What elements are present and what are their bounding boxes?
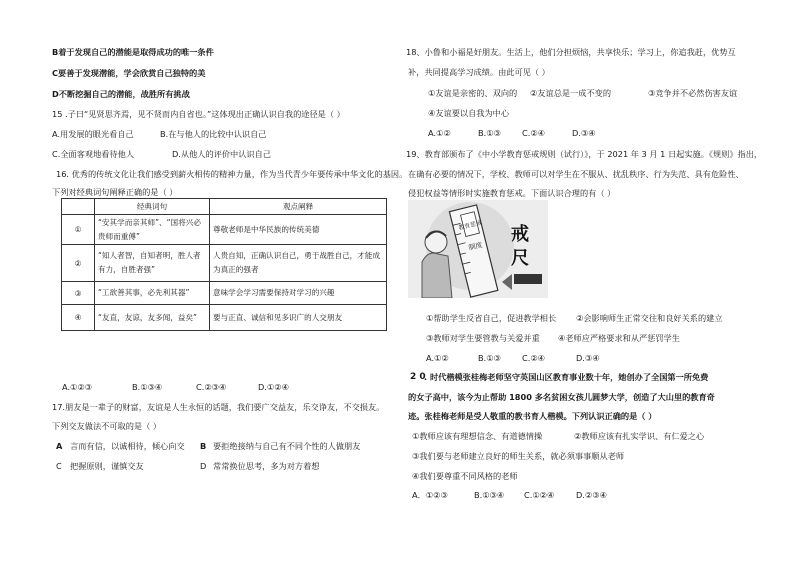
q18-option-a: A.①② <box>428 128 451 138</box>
ruler-cartoon-drawing <box>408 200 548 298</box>
table-row <box>62 245 387 282</box>
q17-option-b: 要拒绝接纳与自己有不同个性的人做朋友 <box>213 441 361 451</box>
q20-number: 2 0 <box>410 372 426 382</box>
q19-item-1: ①帮助学生反省自己，促进教学相长 <box>426 313 557 323</box>
q14-option-b: B着于发现自己的潜能是取得成功的唯一条件 <box>52 47 214 57</box>
q20-option-d: D.②③④ <box>576 490 607 500</box>
q19-stem-line1: 19、教育部颁布了《中小学教育惩戒规则（试行）》，于 2021 年 3 月 1 日起实施。《规则》指出， <box>406 149 763 159</box>
q20-stem-line1: . 时代楷模张桂梅老师坚守英国山区教育事业数十年，她创办了全国第一所免费 <box>424 372 709 382</box>
q18-item-3: ③竞争并不必然伤害友谊 <box>648 88 738 98</box>
q18-stem-line2: 补，共同提高学习成绩。由此可见（ ） <box>408 67 550 77</box>
table-row <box>62 305 387 331</box>
q15-option-a: A.用发展的眼光看自己 <box>52 129 134 139</box>
table-row-num: ① <box>62 215 95 245</box>
q19-stem-line3: 侵犯权益等情形时实施教育惩戒。下面认识合理的有（ ） <box>408 188 616 198</box>
q20-option-a: A．①②③ <box>412 490 448 500</box>
q18-item-2: ②友谊总是一成不变的 <box>530 88 612 98</box>
table-header-quote: 经典词句 <box>95 199 210 215</box>
q17-letter-c: C <box>56 461 62 471</box>
q18-option-d: D.③④ <box>572 128 596 138</box>
q16-stem-line1: 16. 优秀的传统文化让我们感受到薪火相传的精神力量，作为当代青少年要传承中华文化的基因。 <box>56 169 408 179</box>
q19-option-b: B.①③ <box>478 353 501 363</box>
q19-item-2: ②会影响师生正常交往和良好关系的建立 <box>576 313 723 323</box>
table-row-quote: “友直，友谅，友多闻，益矣” <box>95 305 210 331</box>
q18-stem-line1: 18、小鲁和小福是好朋友。生活上，他们分担烦恼，共享快乐；学习上，你追我赶，优势互 <box>406 47 736 57</box>
cartoon-char-chi: 尺 <box>511 248 529 269</box>
q20-option-c: C.①②④ <box>524 490 555 500</box>
ruler-label-edu: 教育惩戒 <box>457 219 483 232</box>
q17-letter-b: B <box>200 441 207 451</box>
q17-option-a: 言而有信，以诚相待，倾心向交 <box>70 441 185 451</box>
table-row-view: 尊敬老师是中华民族的传统美德 <box>210 215 387 245</box>
q16-table <box>61 198 387 331</box>
q16-stem-line2: 下列对经典词句阐释正确的是（ ） <box>52 187 178 197</box>
table-row-num: ③ <box>62 282 95 305</box>
table-row-view: 意味学会学习需要保持对学习的兴趣 <box>210 282 387 305</box>
q19-item-4: ④老师应严格要求和从严惩罚学生 <box>558 333 680 343</box>
q16-option-c: C.②③④ <box>196 382 227 392</box>
table-header-view: 观点阐释 <box>210 199 387 215</box>
table-row-quote: “工欲善其事，必先利其器” <box>95 282 210 305</box>
q15-stem: 15 .子曰“见贤思齐焉，见不贤而内自省也。”这体现出正确认识自我的途径是（ ） <box>52 109 345 119</box>
q20-item-1: ①教师应该有理想信念、有道德情操 <box>412 431 543 441</box>
q15-option-c: C.全面客观地看待他人 <box>52 149 135 159</box>
q19-option-c: C.②④ <box>522 353 545 363</box>
q18-option-c: C.②④ <box>522 128 545 138</box>
q18-option-b: B.①③ <box>478 128 501 138</box>
cartoon-char-jie: 戒 <box>511 224 529 245</box>
q16-option-d: D.①②④ <box>258 382 289 392</box>
table-row <box>62 215 387 245</box>
q17-letter-d: D <box>200 461 207 471</box>
q17-stem-line1: 17.朋友是一辈子的财富，友谊是人生永恒的话题，我们要广交益友，乐交诤友，不交损友。 <box>52 402 385 412</box>
q20-item-2: ②教师应该有扎实学识、有仁爱之心 <box>574 431 705 441</box>
q19-stem-line2: 在确有必要的情况下，学校、教师可以对学生在不服从、扰乱秩序、行为失范、具有危险性、 <box>408 169 744 179</box>
q17-option-d: 常常换位思考，多为对方着想 <box>213 461 320 471</box>
q20-stem-line3: 迹。张桂梅老师是受人敬重的教书育人楷模。下列认识正确的是（ ） <box>408 411 657 421</box>
ruler-label-zhidu: 制度 <box>467 240 484 252</box>
q17-letter-a: A <box>56 441 63 451</box>
ruler-cartoon-image <box>408 200 548 298</box>
q15-option-d: D.从他人的评价中认识自己 <box>172 149 271 159</box>
table-row-quote: “知人者智，自知者明，胜人者有力，自胜者强” <box>95 245 210 282</box>
q18-item-4: ④友谊要以自我为中心 <box>428 108 510 118</box>
table-row-quote: “安其学而亲其师”、“国将兴必贵师而重傅” <box>95 215 210 245</box>
table-row-num: ② <box>62 245 95 282</box>
q19-item-3: ③教师对学生要管教与关爱并重 <box>426 333 540 343</box>
q14-option-c: C要善于发现潜能，学会欣赏自己独特的美 <box>52 68 206 78</box>
q20-item-3: ③我们要与老师建立良好的师生关系，就必须事事顺从老师 <box>412 451 625 461</box>
table-row-num: ④ <box>62 305 95 331</box>
table-row <box>62 282 387 305</box>
q18-item-1: ①友谊是亲密的、双向的 <box>428 88 518 98</box>
q19-option-d: D.③④ <box>576 353 600 363</box>
q17-stem-line2: 下列交友做法不可取的是（ ） <box>52 421 162 431</box>
q16-option-b: B.①③④ <box>132 382 163 392</box>
table-row-view: 人贵自知，正确认识自己，勇于战胜自己，才能成为真正的强者 <box>210 245 387 282</box>
q14-option-d: D不断挖掘自己的潜能，战胜所有挑战 <box>52 89 190 99</box>
table-row-view: 要与正直、诚信和见多识广的人交朋友 <box>210 305 387 331</box>
q17-option-c: 把握原则，谨慎交友 <box>70 461 144 471</box>
q15-option-b: B.在与他人的比较中认识自己 <box>160 129 267 139</box>
table-corner-cell <box>62 199 95 215</box>
q20-stem-line2: 的女子高中，该今为止帮助 1800 多名贫困女孩儿圆梦大学，创造了大山里的教育奇 <box>408 392 715 402</box>
q16-option-a: A.①②③ <box>62 382 93 392</box>
q19-option-a: A.①② <box>426 353 449 363</box>
q20-item-4: ④我们要尊重不同风格的老师 <box>412 471 518 481</box>
q20-option-b: B.①③④ <box>474 490 505 500</box>
